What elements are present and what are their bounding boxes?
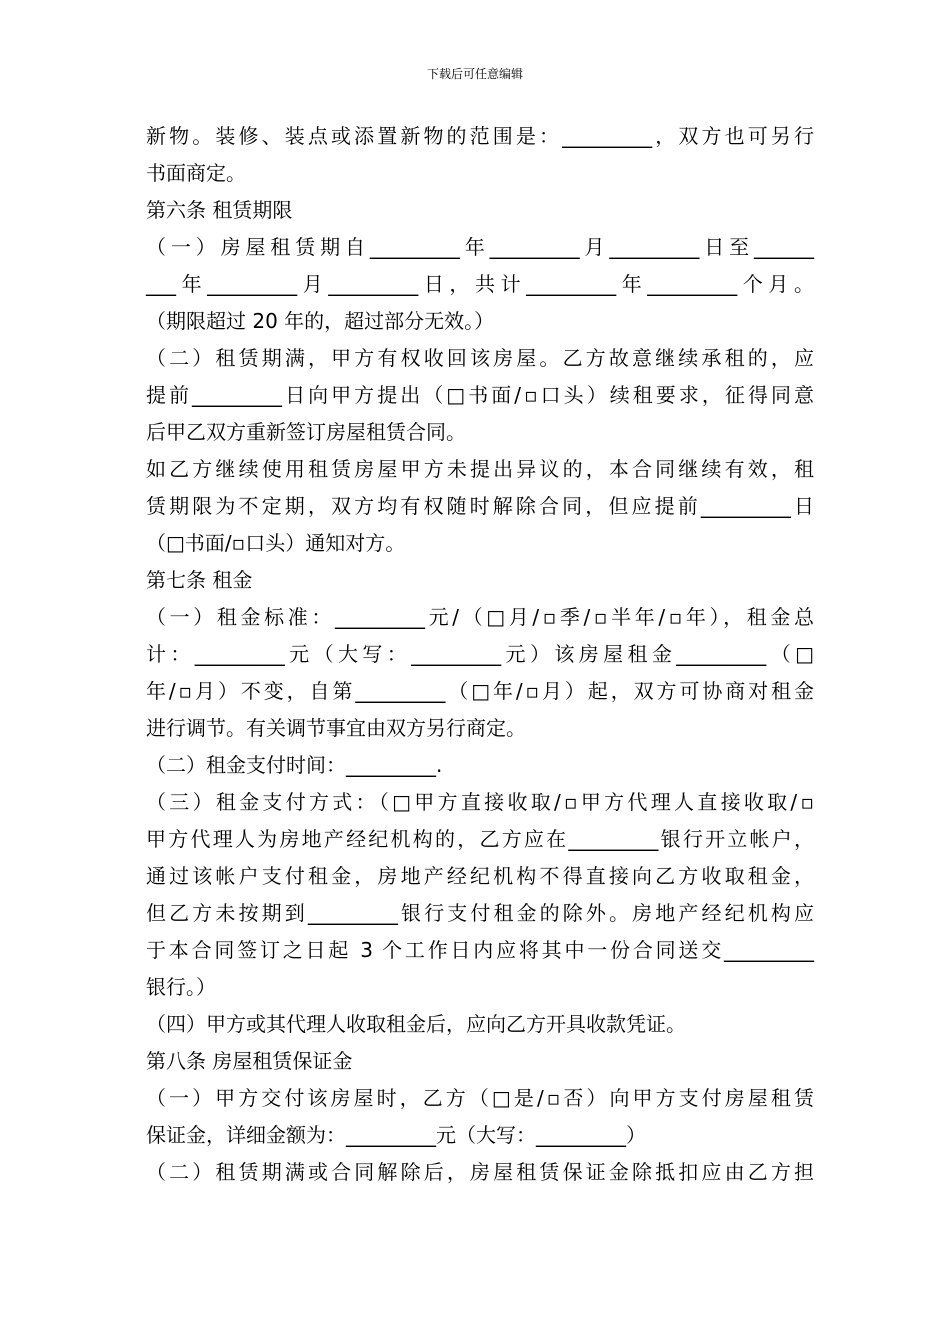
text-line: （一）租金标准：_________元/（□月/▫季/▫半年/▫年），租金总 — [146, 605, 814, 629]
text-line: （一）甲方交付该房屋时，乙方（□是/▫否）向甲方支付房屋租赁 — [146, 1086, 814, 1110]
text-line: 第七条 租金 — [146, 568, 253, 592]
text-line: ___年_________月_________日，共计_________年_________个月。 — [146, 272, 814, 296]
text-line: 进行调节。有关调节事宜由双方另行商定。 — [146, 716, 526, 740]
text-line: （三）租金支付方式：（□甲方直接收取/▫甲方代理人直接收取/▫ — [146, 790, 814, 814]
text-line: 第八条 房屋租赁保证金 — [146, 1049, 353, 1073]
text-line: （□书面/▫口头）通知对方。 — [146, 531, 406, 555]
text-line: 后甲乙双方重新签订房屋租赁合同。 — [146, 420, 466, 444]
text-line: 书面商定。 — [146, 161, 246, 185]
text-line: 计：_________元（大写：_________元）该房屋租金_________（□ — [146, 642, 814, 666]
text-line: （二）租赁期满，甲方有权收回该房屋。乙方故意继续承租的，应 — [146, 346, 814, 370]
text-line: 赁期限为不定期，双方均有权随时解除合同，但应提前_________日 — [146, 494, 814, 518]
text-line: 银行。） — [146, 975, 216, 999]
text-line: 新物。装修、装点或添置新物的范围是：_________，双方也可另行 — [146, 124, 814, 148]
text-line: （期限超过 20 年的，超过部分无效。） — [146, 309, 495, 333]
text-line: 提前_________日向甲方提出（□书面/▫口头）续租要求，征得同意 — [146, 383, 814, 407]
text-line: 通过该帐户支付租金，房地产经纪机构不得直接向乙方收取租金， — [146, 864, 814, 888]
text-line: （二）租金支付时间：_________. — [146, 753, 443, 777]
text-line: 年/▫月）不变，自第_________（□年/▫月）起，双方可协商对租金 — [146, 679, 814, 703]
text-line: （二）租赁期满或合同解除后，房屋租赁保证金除抵扣应由乙方担 — [146, 1160, 814, 1184]
text-line: 于本合同签订之日起 3 个工作日内应将其中一份合同送交_________ — [146, 938, 814, 962]
page-header-note: 下载后可任意编辑 — [426, 67, 523, 81]
text-line: （一）房屋租赁期自_________年_________月_________日至______ — [146, 235, 814, 259]
text-line: 甲方代理人为房地产经纪机构的，乙方应在_________银行开立帐户， — [146, 827, 814, 851]
contract-body — [146, 118, 814, 1191]
text-line: 保证金，详细金额为：_________元（大写：_________） — [146, 1123, 646, 1147]
text-line: 如乙方继续使用租赁房屋甲方未提出异议的，本合同继续有效，租 — [146, 457, 814, 481]
text-line: （四）甲方或其代理人收取租金后，应向乙方开具收款凭证。 — [146, 1012, 686, 1036]
text-line: 但乙方未按期到_________银行支付租金的除外。房地产经纪机构应 — [146, 901, 814, 925]
text-line: 第六条 租赁期限 — [146, 198, 293, 222]
